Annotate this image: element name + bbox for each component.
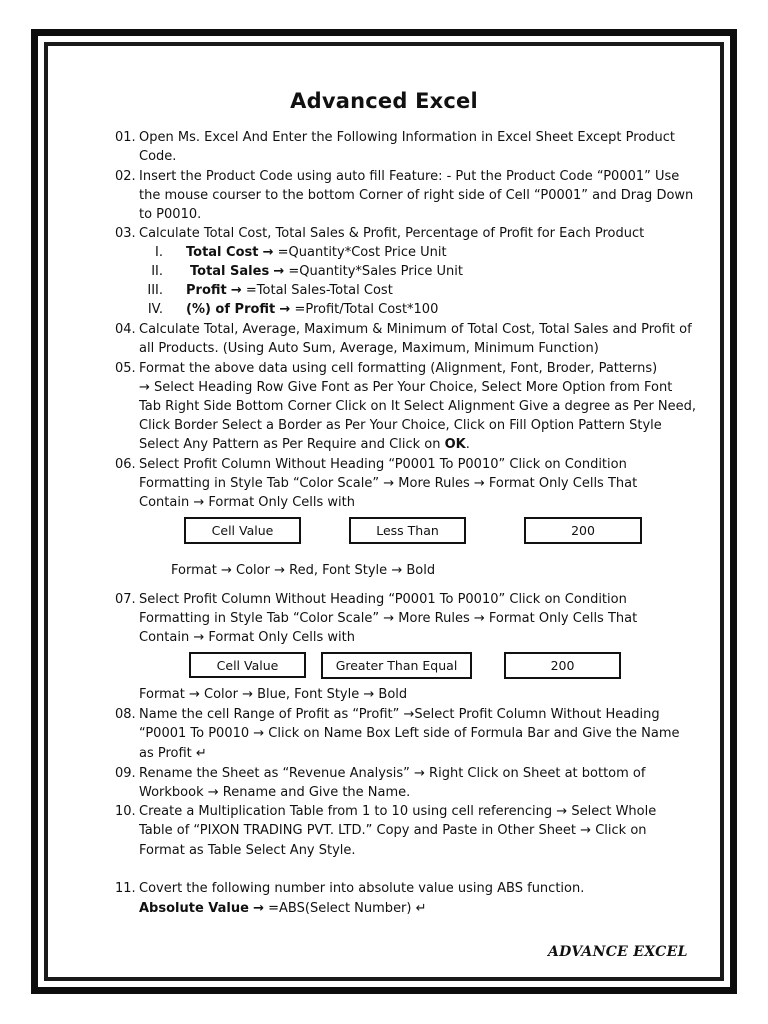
arrow-icon: →: [220, 563, 232, 578]
formula-label: Profit: [186, 283, 227, 298]
item-number: 04.: [115, 322, 136, 337]
arrow-icon: →: [207, 785, 219, 800]
item-text: all Products. (Using Auto Sum, Average, Maximum, Minimum Function): [139, 341, 599, 356]
item-number: 06.: [115, 457, 136, 472]
arrow-icon: →: [383, 476, 395, 491]
item-text: → Select Heading Row Give Font as Per Your Choice, Select More Option from Font: [139, 380, 673, 395]
arrow-icon: →: [253, 901, 265, 916]
condition-box-value: 200: [504, 652, 621, 679]
arrow-icon: →: [193, 495, 205, 510]
format-rule-text: Format → Color → Red, Font Style → Bold: [171, 563, 436, 578]
item-text: Format the above data using cell formatting (Alignment, Font, Broder, Patterns): [139, 361, 658, 376]
formula-label: Total Cost: [186, 245, 259, 260]
item-text: the mouse courser to the bottom Corner of right side of Cell “P0001” and Drag Down: [139, 188, 694, 203]
item-text: Formatting in Style Tab “Color Scale” → More Rules → Format Only Cells That: [139, 476, 638, 491]
roman-numeral: III.: [147, 283, 163, 298]
item-text: Tab Right Side Bottom Corner Click on It Select Alignment Give a degree as Per Need,: [139, 399, 697, 414]
item-text: Select Profit Column Without Heading “P0001 To P0010” Click on Condition: [139, 592, 627, 607]
formula-label: (%) of Profit: [186, 302, 276, 317]
item-text: Contain → Format Only Cells with: [139, 495, 356, 510]
formula-line: Total Cost → =Quantity*Cost Price Unit: [186, 245, 447, 260]
item-number: 10.: [115, 804, 136, 819]
arrow-icon: →: [193, 630, 205, 645]
condition-box-field: Cell Value: [184, 517, 301, 544]
item-number: 09.: [115, 766, 136, 781]
item-text: Formatting in Style Tab “Color Scale” → More Rules → Format Only Cells That: [139, 611, 638, 626]
roman-numeral: I.: [155, 245, 163, 260]
arrow-icon: →: [230, 283, 242, 298]
item-text: “P0001 To P0010 → Click on Name Box Left side of Formula Bar and Give the Name: [139, 726, 680, 741]
item-text: Select Profit Column Without Heading “P0001 To P0010” Click on Condition: [139, 457, 627, 472]
condition-box-operator: Greater Than Equal: [321, 652, 472, 679]
item-text: Rename the Sheet as “Revenue Analysis” → Right Click on Sheet at bottom of: [139, 766, 646, 781]
arrow-icon: →: [273, 264, 285, 279]
item-text: Create a Multiplication Table from 1 to 10 using cell referencing → Select Whole: [139, 804, 657, 819]
item-text: Calculate Total, Average, Maximum & Minimum of Total Cost, Total Sales and Profit of: [139, 322, 692, 337]
arrow-icon: →: [473, 611, 485, 626]
formula-line: (%) of Profit → =Profit/Total Cost*100: [186, 302, 439, 317]
arrow-icon: →: [279, 302, 291, 317]
item-text: Workbook → Rename and Give the Name.: [139, 785, 411, 800]
formula-line: Total Sales → =Quantity*Sales Price Unit: [190, 264, 463, 279]
item-number: 07.: [115, 592, 136, 607]
arrow-icon: →: [556, 804, 568, 819]
item-text: Click Border Select a Border as Per Your Choice, Click on Fill Option Pattern Style: [139, 418, 662, 433]
page-title: Advanced Excel: [290, 89, 478, 113]
item-number: 02.: [115, 169, 136, 184]
footer-brand: ADVANCE EXCEL: [548, 944, 688, 960]
arrow-icon: →: [391, 563, 403, 578]
arrow-icon: →: [262, 245, 274, 260]
item-text: Format as Table Select Any Style.: [139, 843, 356, 858]
formula-label: Total Sales: [190, 264, 270, 279]
item-text: Name the cell Range of Profit as “Profit” →Select Profit Column Without Heading: [139, 707, 660, 722]
condition-box-operator: Less Than: [349, 517, 466, 544]
item-number: 01.: [115, 130, 136, 145]
item-text: Code.: [139, 149, 177, 164]
arrow-icon: →: [403, 707, 415, 722]
item-text: Insert the Product Code using auto fill Feature: - Put the Product Code “P0001” Use: [139, 169, 680, 184]
formula-line: Absolute Value → =ABS(Select Number) ↵: [139, 901, 427, 916]
item-text: Table of “PIXON TRADING PVT. LTD.” Copy and Paste in Other Sheet → Click on: [139, 823, 647, 838]
arrow-icon: →: [473, 476, 485, 491]
arrow-icon: →: [580, 823, 592, 838]
item-text: Calculate Total Cost, Total Sales & Profit, Percentage of Profit for Each Product: [139, 226, 645, 241]
item-text: Covert the following number into absolute value using ABS function.: [139, 881, 585, 896]
arrow-icon: →: [139, 380, 150, 395]
roman-numeral: IV.: [147, 302, 163, 317]
arrow-icon: →: [242, 687, 253, 702]
item-number: 11.: [115, 881, 136, 896]
item-text: Contain → Format Only Cells with: [139, 630, 356, 645]
item-number: 08.: [115, 707, 136, 722]
item-number: 03.: [115, 226, 136, 241]
formula-label: Absolute Value: [139, 901, 249, 916]
item-text: Select Any Pattern as Per Require and Click on OK.: [139, 437, 470, 452]
format-rule-text: Format → Color → Blue, Font Style → Bold: [139, 687, 408, 702]
arrow-icon: →: [414, 766, 425, 781]
item-text: Open Ms. Excel And Enter the Following Information in Excel Sheet Except Product: [139, 130, 676, 145]
condition-box-value: 200: [524, 517, 642, 544]
item-number: 05.: [115, 361, 136, 376]
arrow-icon: →: [363, 687, 375, 702]
arrow-icon: →: [253, 726, 265, 741]
item-text: as Profit ↵: [139, 746, 207, 761]
item-text: to P0010.: [139, 207, 202, 222]
arrow-icon: →: [188, 687, 200, 702]
arrow-icon: →: [274, 563, 285, 578]
formula-line: Profit → =Total Sales-Total Cost: [186, 283, 393, 298]
arrow-icon: →: [383, 611, 395, 626]
roman-numeral: II.: [151, 264, 163, 279]
condition-box-field: Cell Value: [189, 652, 306, 678]
